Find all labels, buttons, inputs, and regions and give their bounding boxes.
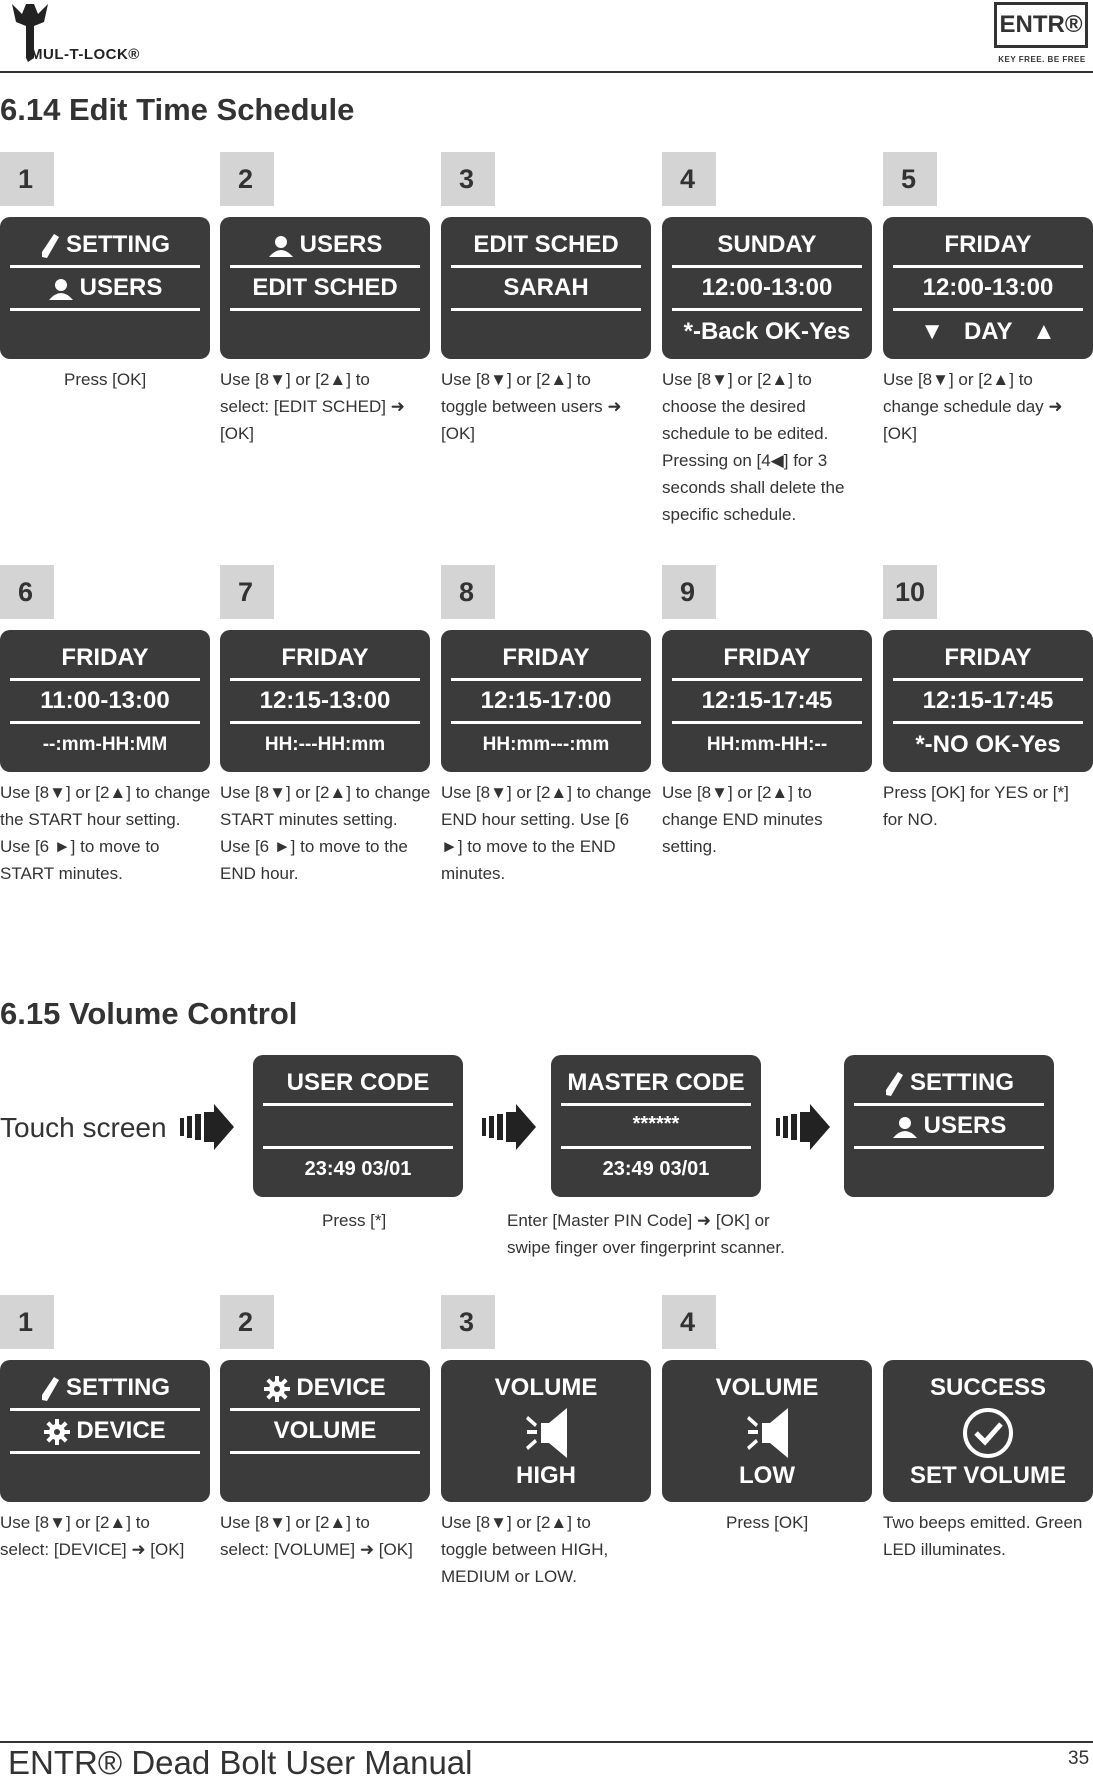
screen-line-3: HH:mm---:mm: [482, 734, 610, 755]
lcd-screen: [883, 217, 1093, 359]
step-number: 7: [220, 565, 274, 619]
screen-line-1: FRIDAY: [281, 644, 369, 671]
screen-line-3: SET VOLUME: [909, 1462, 1066, 1489]
entr-logo-text: ENTR®: [994, 2, 1088, 48]
screen-divider: [672, 678, 862, 681]
brand-left-text: MUL-T-LOCK®: [30, 46, 140, 63]
screen-divider: [451, 308, 641, 311]
screen-divider: [10, 721, 200, 724]
screen-line-2: SARAH: [503, 274, 589, 301]
user-icon: [48, 278, 74, 300]
speaker-icon: [746, 1404, 790, 1462]
screen-line-1: EDIT SCHED: [473, 231, 619, 258]
screen-divider: [561, 1103, 751, 1106]
step-number: 6: [0, 565, 54, 619]
step-number: 5: [883, 152, 937, 206]
screen-line-2: DEVICE: [0, 1417, 210, 1445]
screen-line-1: FRIDAY: [944, 644, 1032, 671]
screen-divider: [854, 1146, 1044, 1149]
step-caption: Press [OK]: [726, 1513, 809, 1532]
lcd-screen: [0, 630, 210, 772]
screen-line-2: USERS: [844, 1112, 1054, 1140]
footer-title: ENTR® Dead Bolt User Manual: [8, 1744, 473, 1781]
section-title-edit-time-schedule: 6.14 Edit Time Schedule: [0, 92, 355, 127]
lcd-screen: [441, 1360, 651, 1502]
page-number: 35: [1068, 1748, 1090, 1769]
lcd-screen: [441, 630, 651, 772]
lcd-screen: [220, 1360, 430, 1502]
screen-line-2: ******: [632, 1113, 680, 1135]
screen-divider: [672, 721, 862, 724]
screen-divider: [263, 1103, 453, 1106]
screen-divider: [10, 265, 200, 268]
screen-divider: [10, 308, 200, 311]
screen-line-2: 12:15-17:45: [701, 687, 833, 714]
screen-line-3: *-NO OK-Yes: [915, 731, 1061, 758]
lcd-screen: [662, 630, 872, 772]
screen-line-1: FRIDAY: [502, 644, 590, 671]
step-number: 3: [441, 152, 495, 206]
header-divider: [0, 71, 1093, 73]
screen-line-2: EDIT SCHED: [252, 274, 398, 301]
screen-divider: [230, 1408, 420, 1411]
screen-line-3: *-Back OK-Yes: [683, 318, 851, 345]
screen-line-2: 12:15-13:00: [259, 687, 391, 714]
screen-line-3: HH:mm-HH:--: [706, 734, 828, 755]
screen-divider: [672, 308, 862, 311]
screen-line-2: 12:00-13:00: [922, 274, 1054, 301]
screen-divider: [561, 1146, 751, 1149]
step-caption: Use [8▼] or [2▲] to change START minutes setting. Use [6 ►] to move to the END hour.: [220, 783, 431, 883]
step-caption: Use [8▼] or [2▲] to change schedule day ➜ [OK]: [883, 370, 1063, 443]
step-caption: Use [8▼] or [2▲] to toggle between HIGH, MEDIUM or LOW.: [441, 1513, 609, 1586]
screen-divider: [10, 1451, 200, 1454]
screen-line-1: SETTING: [844, 1069, 1054, 1097]
screen-divider: [451, 265, 641, 268]
step-caption: Use [8▼] or [2▲] to change END hour setting. Use [6 ►] to move to the END minutes.: [441, 783, 652, 883]
step-caption: Press [OK] for YES or [*] for NO.: [883, 783, 1069, 829]
screen-line-1: MASTER CODE: [567, 1069, 745, 1096]
lcd-screen: [883, 1360, 1093, 1502]
screen-line-3: HH:---HH:mm: [264, 734, 386, 755]
lcd-screen: [220, 217, 430, 359]
screen-divider: [10, 678, 200, 681]
pencil-icon: [40, 1376, 60, 1402]
screen-divider: [230, 1451, 420, 1454]
step-number: 10: [883, 565, 937, 619]
screen-divider: [854, 1103, 1044, 1106]
screen-line-3: 23:49 03/01: [602, 1158, 710, 1180]
screen-line-1: USER CODE: [286, 1069, 430, 1096]
screen-divider: [893, 265, 1083, 268]
gear-icon: [44, 1419, 70, 1445]
speaker-icon: [525, 1404, 569, 1462]
user-icon: [268, 235, 294, 257]
step-number: 2: [220, 152, 274, 206]
flow-caption: Enter [Master PIN Code] ➜ [OK] or swipe finger over fingerprint scanner.: [507, 1211, 785, 1257]
screen-line-1: VOLUME: [715, 1374, 819, 1401]
gear-icon: [264, 1376, 290, 1402]
screen-divider: [451, 678, 641, 681]
step-number: 1: [0, 152, 54, 206]
step-caption: Use [8▼] or [2▲] to choose the desired schedule to be edited. Pressing on [4◀] for 3 seconds shall delete the specific schedule.: [662, 370, 845, 524]
screen-line-1: FRIDAY: [944, 231, 1032, 258]
screen-line-1: SETTING: [0, 231, 210, 259]
screen-line-3: ▼ DAY ▲: [920, 318, 1056, 345]
screen-line-1: FRIDAY: [61, 644, 149, 671]
lcd-screen: [844, 1055, 1054, 1197]
step-caption: Two beeps emitted. Green LED illuminates.: [883, 1513, 1083, 1559]
step-number: 2: [220, 1295, 274, 1349]
checkmark-circle-icon: [961, 1406, 1015, 1460]
flow-caption: Press [*]: [322, 1211, 387, 1230]
screen-line-3: --:mm-HH:MM: [42, 734, 168, 755]
step-caption: Use [8▼] or [2▲] to change the START hour setting. Use [6 ►] to move to START minutes.: [0, 783, 211, 883]
screen-divider: [263, 1146, 453, 1149]
screen-divider: [893, 678, 1083, 681]
screen-line-3: LOW: [739, 1462, 795, 1489]
screen-divider: [230, 721, 420, 724]
screen-divider: [672, 265, 862, 268]
step-number: 3: [441, 1295, 495, 1349]
next-arrow-icon: [180, 1104, 234, 1150]
screen-line-2: 12:15-17:00: [480, 687, 612, 714]
lcd-screen: [441, 217, 651, 359]
section-title-volume-control: 6.15 Volume Control: [0, 996, 298, 1031]
step-number: 8: [441, 565, 495, 619]
lcd-screen: [220, 630, 430, 772]
step-number: 4: [662, 1295, 716, 1349]
touch-screen-label: Touch screen: [0, 1112, 167, 1143]
lcd-screen: [883, 630, 1093, 772]
lcd-screen: [662, 217, 872, 359]
mul-t-lock-logo: [0, 0, 170, 70]
lcd-screen: [0, 217, 210, 359]
screen-line-2: USERS: [0, 274, 210, 302]
step-number: 1: [0, 1295, 54, 1349]
user-icon: [892, 1116, 918, 1138]
pencil-icon: [884, 1071, 904, 1097]
screen-line-1: SUNDAY: [717, 231, 817, 258]
step-caption: Use [8▼] or [2▲] to select: [DEVICE] ➜ [OK]: [0, 1513, 185, 1559]
screen-line-1: SETTING: [0, 1374, 210, 1402]
step-caption: Press [OK]: [64, 370, 147, 389]
entr-logo: [994, 2, 1090, 68]
screen-divider: [893, 308, 1083, 311]
screen-divider: [230, 308, 420, 311]
screen-line-1: DEVICE: [220, 1374, 430, 1402]
screen-line-2: 12:15-17:45: [922, 687, 1054, 714]
screen-line-1: VOLUME: [494, 1374, 598, 1401]
screen-divider: [893, 721, 1083, 724]
screen-line-2: 11:00-13:00: [40, 687, 170, 714]
screen-divider: [10, 1408, 200, 1411]
screen-line-2: 12:00-13:00: [701, 274, 833, 301]
next-arrow-icon: [482, 1104, 536, 1150]
entr-tagline: KEY FREE. BE FREE: [998, 55, 1086, 64]
step-number: 9: [662, 565, 716, 619]
screen-line-3: 23:49 03/01: [304, 1158, 412, 1180]
lcd-screen: [662, 1360, 872, 1502]
step-caption: Use [8▼] or [2▲] to select: [VOLUME] ➜ [OK]: [220, 1513, 413, 1559]
lcd-screen: [253, 1055, 463, 1197]
step-caption: Use [8▼] or [2▲] to toggle between users ➜ [OK]: [441, 370, 622, 443]
screen-divider: [230, 678, 420, 681]
screen-line-1: SUCCESS: [929, 1374, 1047, 1401]
lcd-screen: [0, 1360, 210, 1502]
footer-divider: [0, 1741, 1093, 1743]
step-caption: Use [8▼] or [2▲] to select: [EDIT SCHED] ➜ [OK]: [220, 370, 405, 443]
screen-line-2: VOLUME: [273, 1417, 377, 1444]
screen-divider: [230, 265, 420, 268]
screen-line-3: HIGH: [516, 1462, 576, 1489]
screen-line-1: USERS: [220, 231, 430, 259]
screen-line-1: FRIDAY: [723, 644, 811, 671]
step-caption: Use [8▼] or [2▲] to change END minutes setting.: [662, 783, 823, 856]
lcd-screen: [551, 1055, 761, 1197]
next-arrow-icon: [776, 1104, 830, 1150]
screen-divider: [451, 721, 641, 724]
pencil-icon: [40, 233, 60, 259]
step-number: 4: [662, 152, 716, 206]
